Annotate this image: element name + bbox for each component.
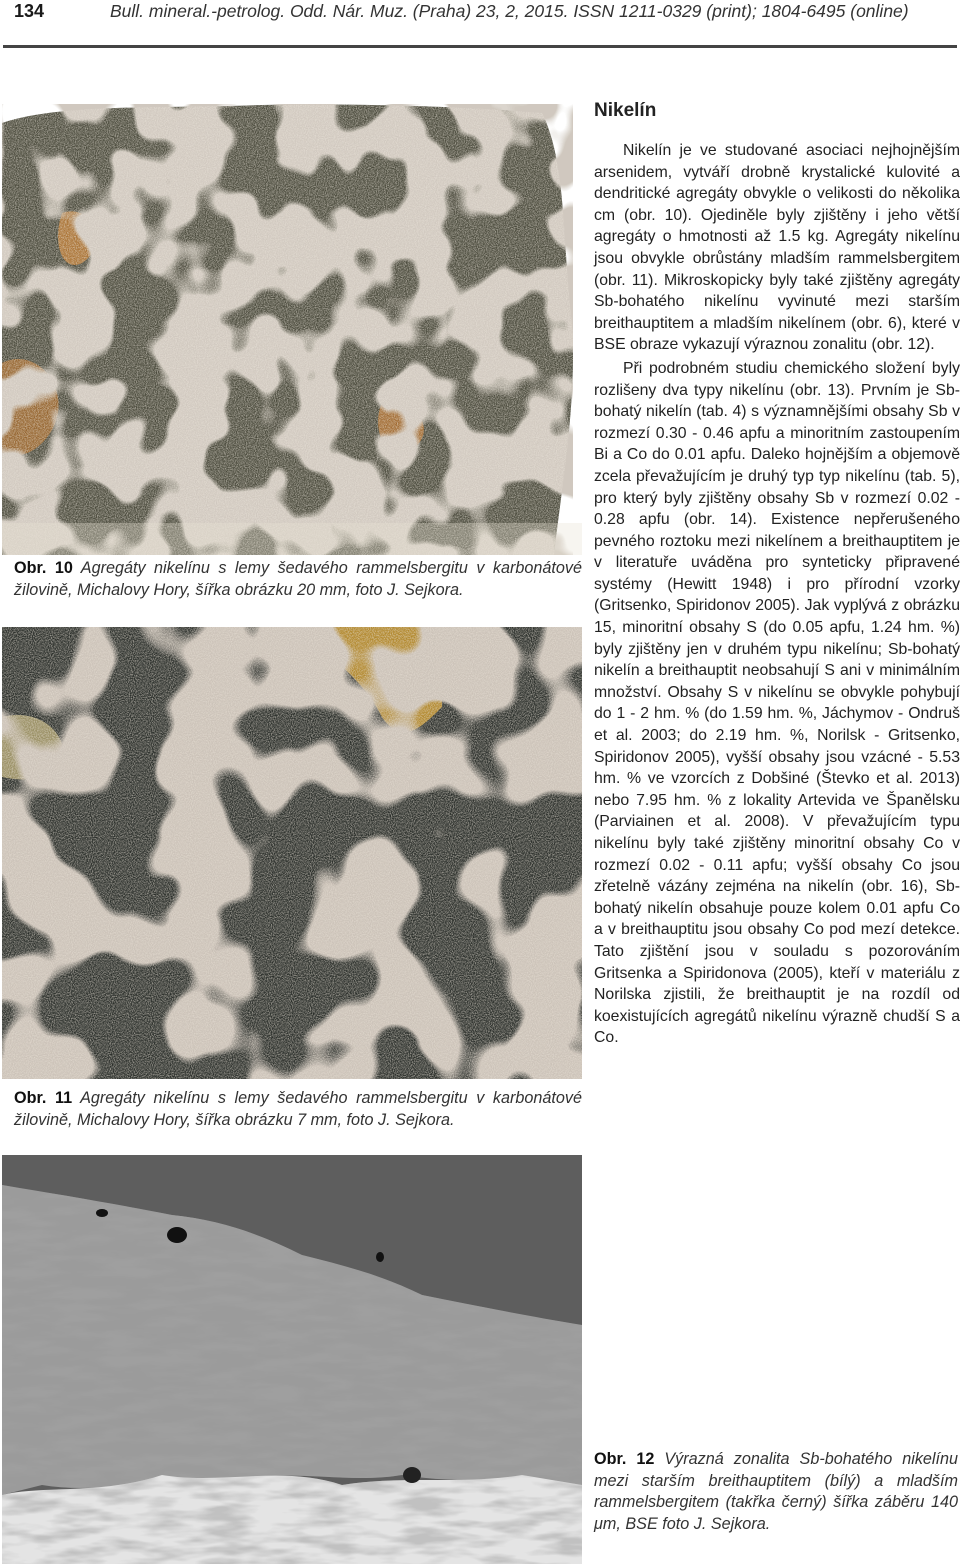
page-header	[0, 0, 960, 40]
figure-12-caption-text: Výrazná zonalita Sb-bohatého nikelínu mezi starším breithauptitem (bílý) a mladším rammelsbergitem (takřka černý) šířka záběru 140 μm, BSE foto J. Sejkora.	[594, 1450, 959, 1533]
paragraph-1: Nikelín je ve studované asociaci nejhojnějším arsenidem, vytváří drobně krystalické kulovité a dendritické agregáty obvykle o velikosti do několika cm (obr. 10). Ojediněle byly zjištěny i jeho větší agregáty o hmotnosti až 1.5 kg. Agregáty nikelínu jsou obvykle obrůstány mladším rammelsbergitem (obr. 11). Mikroskopicky byly také zjištěny agregáty Sb-bohatého nikelínu vyvinuté mezi starším breithauptitem a mladším nikelínem (obr. 6), které v BSE obraze vykazují výraznou zonalitu (obr. 12).	[594, 142, 960, 354]
figure-11-label: Obr. 11	[14, 1089, 73, 1107]
figure-12-label: Obr. 12	[594, 1450, 655, 1468]
figure-11-caption	[14, 1088, 582, 1131]
figure-10-caption-text: Agregáty nikelínu s lemy šedavého rammelsbergitu v karbonátové žilovině, Michalovy Hory, šířka obrázku 20 mm, foto J. Sejkora.	[14, 559, 582, 599]
figure-12-caption	[594, 1449, 958, 1535]
figure-10-label: Obr. 10	[14, 559, 73, 577]
section-body	[594, 140, 960, 1049]
journal-citation: Bull. mineral.-petrolog. Odd. Nár. Muz. (Praha) 23, 2, 2015. ISSN 1211-0329 (print); 1804-6495 (online)	[110, 1, 909, 21]
figure-12-bse-image	[2, 1155, 582, 1564]
header-rule	[3, 45, 957, 48]
figure-10-caption	[14, 558, 582, 601]
section-title: Nikelín	[594, 100, 657, 121]
figure-10-photo	[2, 103, 582, 555]
page-number: 134	[14, 1, 45, 21]
figure-11-photo	[2, 627, 582, 1079]
figure-11-caption-text: Agregáty nikelínu s lemy šedavého rammelsbergitu v karbonátové žilovině, Michalovy Hory, šířka obrázku 7 mm, foto J. Sejkora.	[14, 1089, 583, 1129]
paragraph-2: Při podrobném studiu chemického složení byly rozlišeny dva typy nikelínu (obr. 13). Prvním je Sb-bohatý nikelín (tab. 4) s významnějšími obsahy Sb v rozmezí 0.30 - 0.46 apfu a minoritním zastoupením Bi a Co do 0.01 apfu. Daleko hojnějším a objemově zcela převažujícím je druhý typ typ nikelínu (tab. 5), pro který byly zjištěny obsahy Sb v rozmezí 0.02 - 0.28 apfu (obr. 14). Existence nepřerušeného pevného roztoku mezi nikelínem a breithauptitem je v literatuře uváděna pro synteticky připravené systémy (Hewitt 1948) i pro přírodní vzorky (Gritsenko, Spiridonov 2005). Jak vyplývá z obrázku 15, minoritní obsahy S (do 0.05 apfu, 1.24 hm. %) byly zjištěny jen v druhém typu nikelínu; Sb-bohatý nikelín a breithauptit neobsahují S ani v minimálním množství. Obsahy S v nikelínu se obvykle pohybují do 1 - 2 hm. % (do 1.59 hm. %, Jáchymov - Ondruš et al. 2003; do 2.19 hm. %, Norilsk - Gritsenko, Spiridonov 2005), vyšší obsahy jsou vzácné - 5.53 hm. % ve vzorcích z Dobšiné (Števko et al. 2013) nebo 7.95 hm. % z lokality Artevida ve Španělsku (Parviainen et al. 2008). V převažujícím typu nikelínu byly také zjištěny minoritní obsahy Co v rozmezí 0.02 - 0.11 apfu; vyšší obsahy Co jsou zřetelně vázány zejména na nikelín (obr. 16), Sb-bohatý nikelín obsahuje pouze kolem 0.01 apfu Co a v breithauptitu jsou obsahy Co pod mezí detekce. Tato zjištění jsou v souladu s pozorováním Gritsenka a Spiridonova (2005), kteří v materiálu z Norilska zjistili, že breithauptit je na rozdíl od koexistujících agregátů nikelínu výrazně chudší S a Co.	[594, 359, 960, 1047]
